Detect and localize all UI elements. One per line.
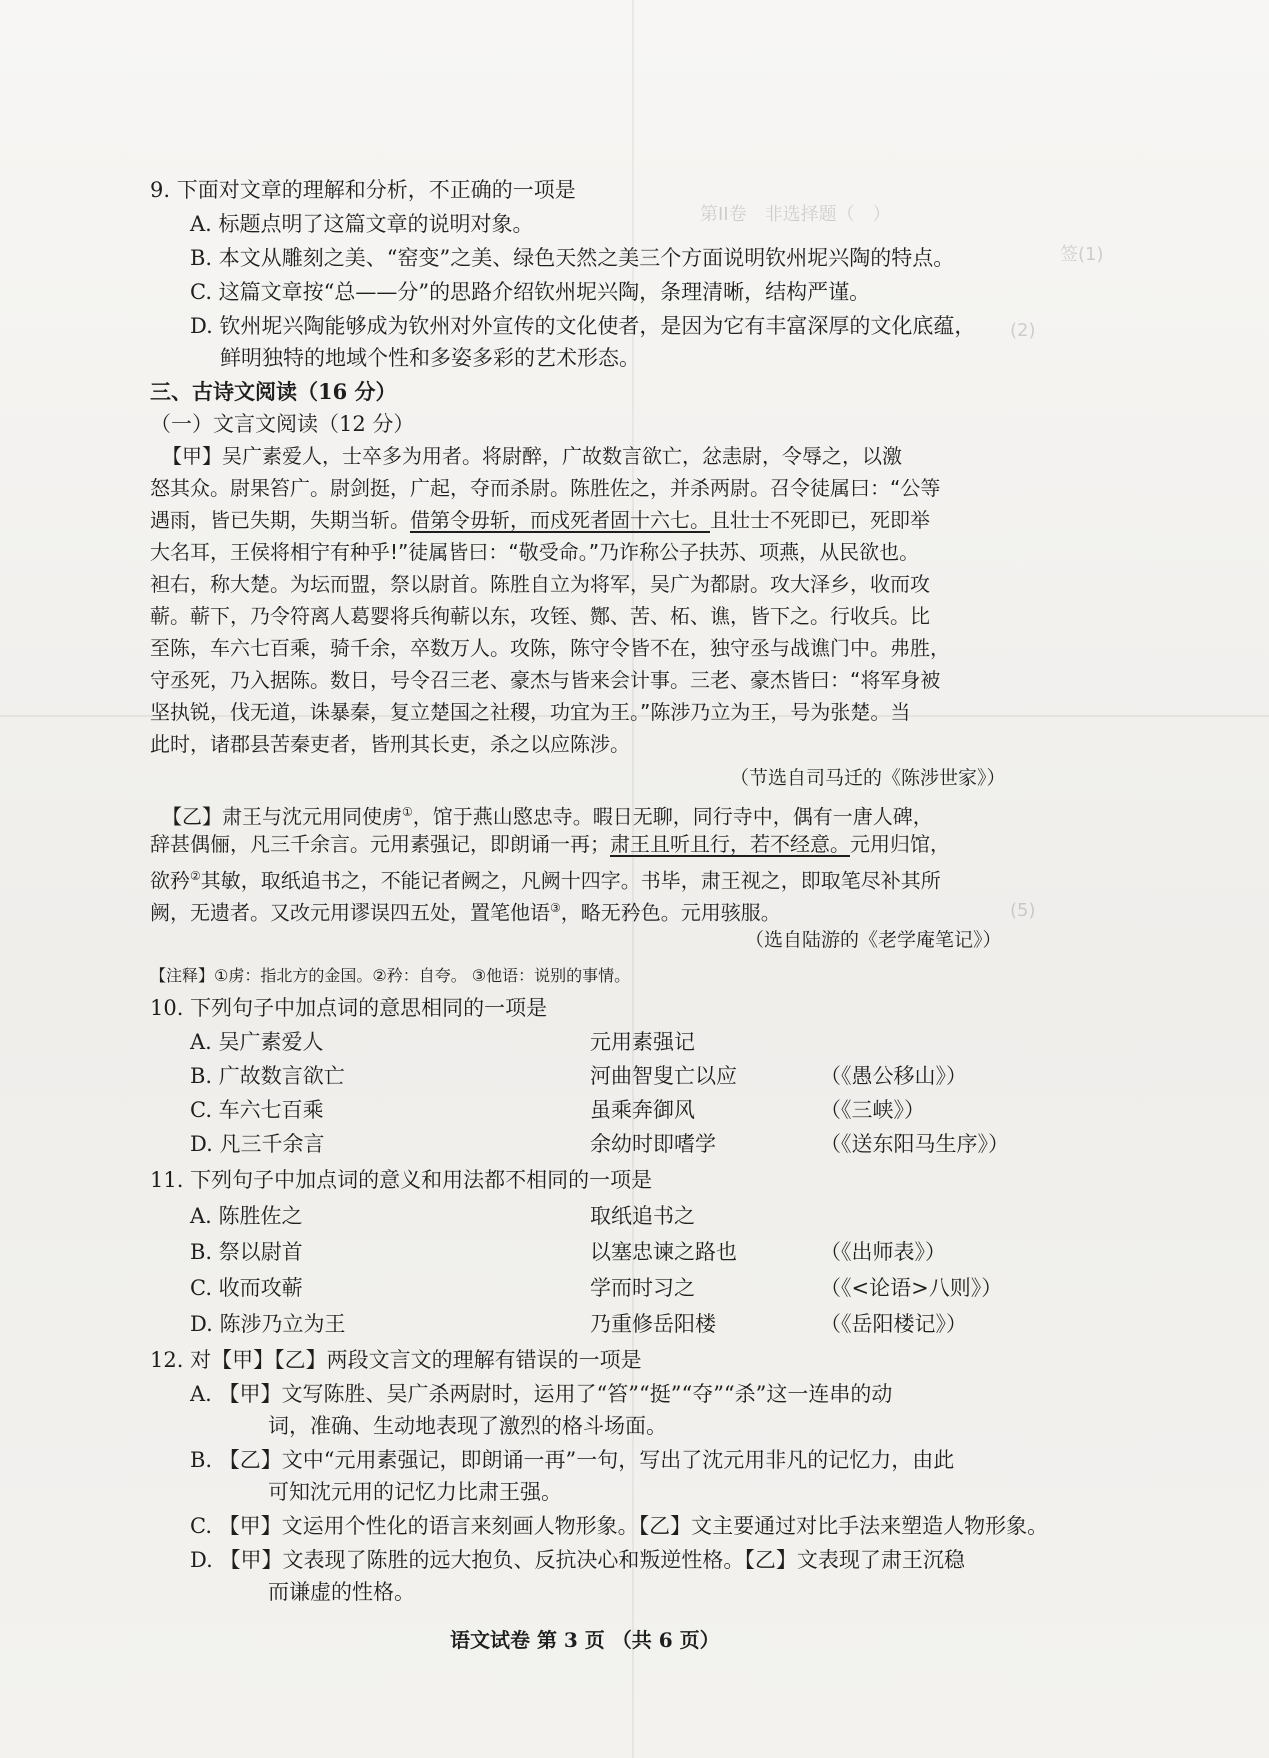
q10-row-c: C. 车六七百乘 虽乘奔御风 （《三峡》） <box>190 1098 925 1122</box>
q9-option-a: A. 标题点明了这篇文章的说明对象。 <box>190 212 534 236</box>
q9-option-d: D. 钦州坭兴陶能够成为钦州对外宣传的文化使者，是因为它有丰富深厚的文化底蕴， <box>190 314 976 338</box>
yi-source: （选自陆游的《老学庵笔记》） <box>745 929 1002 951</box>
jia-underlined-sentence: 借第令毋斩，而戍死者固十六七。 <box>410 508 710 532</box>
q12-option-b: B. 【乙】文中“元用素强记，即朗诵一再”一句，写出了沈元用非凡的记忆力，由此 <box>190 1448 955 1472</box>
q12-option-c: C. 【甲】文运用个性化的语言来刻画人物形象。【乙】文主要通过对比手法来塑造人物形象。 <box>190 1514 1049 1538</box>
q9-stem: 9. 下面对文章的理解和分析，不正确的一项是 <box>150 178 576 202</box>
section3-title: 三、古诗文阅读（16 分） <box>150 379 397 404</box>
q11-row-b: B. 祭以尉首 以塞忠谏之路也 （《出师表》） <box>190 1240 946 1264</box>
q10-stem: 10. 下列句子中加点词的意思相同的一项是 <box>150 996 548 1020</box>
jia-line-10: 此时，诸郡县苦秦吏者，皆刑其长吏，杀之以应陈涉。 <box>150 732 630 756</box>
yi-line-3: 欲矜②其敏，取纸追书之，不能记者阙之，凡阙十四字。书毕，肃王视之，即取笔尽补其所 <box>150 868 941 893</box>
q12-option-a: A. 【甲】文写陈胜、吴广杀两尉时，运用了“笞”“挺”“夺”“杀”这一连串的动 <box>190 1382 893 1406</box>
q12-option-d: D. 【甲】文表现了陈胜的远大抱负、反抗决心和叛逆性格。【乙】文表现了肃王沉稳 <box>190 1548 965 1572</box>
jia-line-4: 大名耳，王侯将相宁有种乎!”徒属皆曰：“敬受命。”乃诈称公子扶苏、项燕，从民欲也。 <box>150 540 920 564</box>
q9-option-b: B. 本文从雕刻之美、“窑变”之美、绿色天然之美三个方面说明钦州坭兴陶的特点。 <box>190 246 955 270</box>
jia-line-5: 袒右，称大楚。为坛而盟，祭以尉首。陈胜自立为将军，吴广为都尉。攻大泽乡，收而攻 <box>150 572 930 596</box>
jia-line-8: 守丞死，乃入据陈。数日，号令召三老、豪杰与皆来会计事。三老、豪杰皆曰：“将军身被 <box>150 668 941 692</box>
bleed-through-text: (5) <box>1010 900 1036 921</box>
jia-line-2: 怒其众。尉果笞广。尉剑挺，广起，夺而杀尉。陈胜佐之，并杀两尉。召令徒属曰：“公等 <box>150 476 941 500</box>
jia-line-1: 【甲】吴广素爱人，士卒多为用者。将尉醉，广故数言欲亡，忿恚尉，令辱之，以激 <box>162 444 902 468</box>
q9-option-c: C. 这篇文章按“总——分”的思路介绍钦州坭兴陶，条理清晰，结构严谨。 <box>190 280 871 304</box>
q11-stem: 11. 下列句子中加点词的意义和用法都不相同的一项是 <box>150 1168 653 1192</box>
section3-sub1: （一）文言文阅读（12 分） <box>150 412 415 436</box>
jia-line-7: 至陈，车六七百乘，骑千余，卒数万人。攻陈，陈守令皆不在，独守丞与战谯门中。弗胜， <box>150 636 950 660</box>
yi-line-2: 辞甚偶俪，凡三千余言。元用素强记，即朗诵一再；肃王且听且行，若不经意。元用归馆， <box>150 832 950 856</box>
bleed-through-text: 签(1) <box>1060 244 1104 265</box>
jia-line-6: 蕲。蕲下，乃令符离人葛婴将兵徇蕲以东，攻铚、酂、苦、柘、谯，皆下之。行收兵。比 <box>150 604 930 628</box>
bleed-through-text: (2) <box>1010 320 1036 341</box>
yi-line-1: 【乙】肃王与沈元用同使虏①，馆于燕山愍忠寺。暇日无聊，同行寺中，偶有一唐人碑， <box>162 804 933 829</box>
page-footer: 语文试卷 第 3 页 （共 6 页） <box>450 1628 720 1652</box>
bleed-through-text: 第II卷 非选择题（ ） <box>700 204 891 225</box>
q12-option-b-cont: 可知沈元用的记忆力比肃王强。 <box>268 1480 562 1504</box>
jia-source: （节选自司马迁的《陈涉世家》） <box>730 767 1006 789</box>
q12-option-a-cont: 词，准确、生动地表现了激烈的格斗场面。 <box>268 1414 667 1438</box>
jia-line-9: 坚执锐，伐无道，诛暴秦，复立楚国之社稷，功宜为王。”陈涉乃立为王，号为张楚。当 <box>150 700 911 724</box>
q11-row-a: A. 陈胜佐之 取纸追书之 <box>190 1204 695 1228</box>
q11-row-d: D. 陈涉乃立为王 乃重修岳阳楼 （《岳阳楼记》） <box>190 1312 967 1336</box>
jia-line-3: 遇雨，皆已失期，失期当斩。借第令毋斩，而戍死者固十六七。且壮士不死即已，死即举 <box>150 508 930 532</box>
q9-option-d-cont: 鲜明独特的地域个性和多姿多彩的艺术形态。 <box>220 346 640 370</box>
q12-option-d-cont: 而谦虚的性格。 <box>268 1580 415 1604</box>
q12-stem: 12. 对【甲】【乙】两段文言文的理解有错误的一项是 <box>150 1348 642 1372</box>
q10-row-b: B. 广故数言欲亡 河曲智叟亡以应 （《愚公移山》） <box>190 1064 967 1088</box>
q10-row-d: D. 凡三千余言 余幼时即嗜学 （《送东阳马生序》） <box>190 1132 1009 1156</box>
yi-notes: 【注释】①虏：指北方的金国。②矜：自夸。 ③他语：说别的事情。 <box>150 966 631 985</box>
yi-line-4: 阙，无遗者。又改元用谬误四五处，置笔他语③，略无矜色。元用骇服。 <box>150 900 781 925</box>
q10-row-a: A. 吴广素爱人 元用素强记 <box>190 1030 695 1054</box>
yi-underlined-sentence: 肃王且听且行，若不经意。 <box>610 832 850 856</box>
q11-row-c: C. 收而攻蕲 学而时习之 （《<论语>八则》） <box>190 1276 1003 1300</box>
